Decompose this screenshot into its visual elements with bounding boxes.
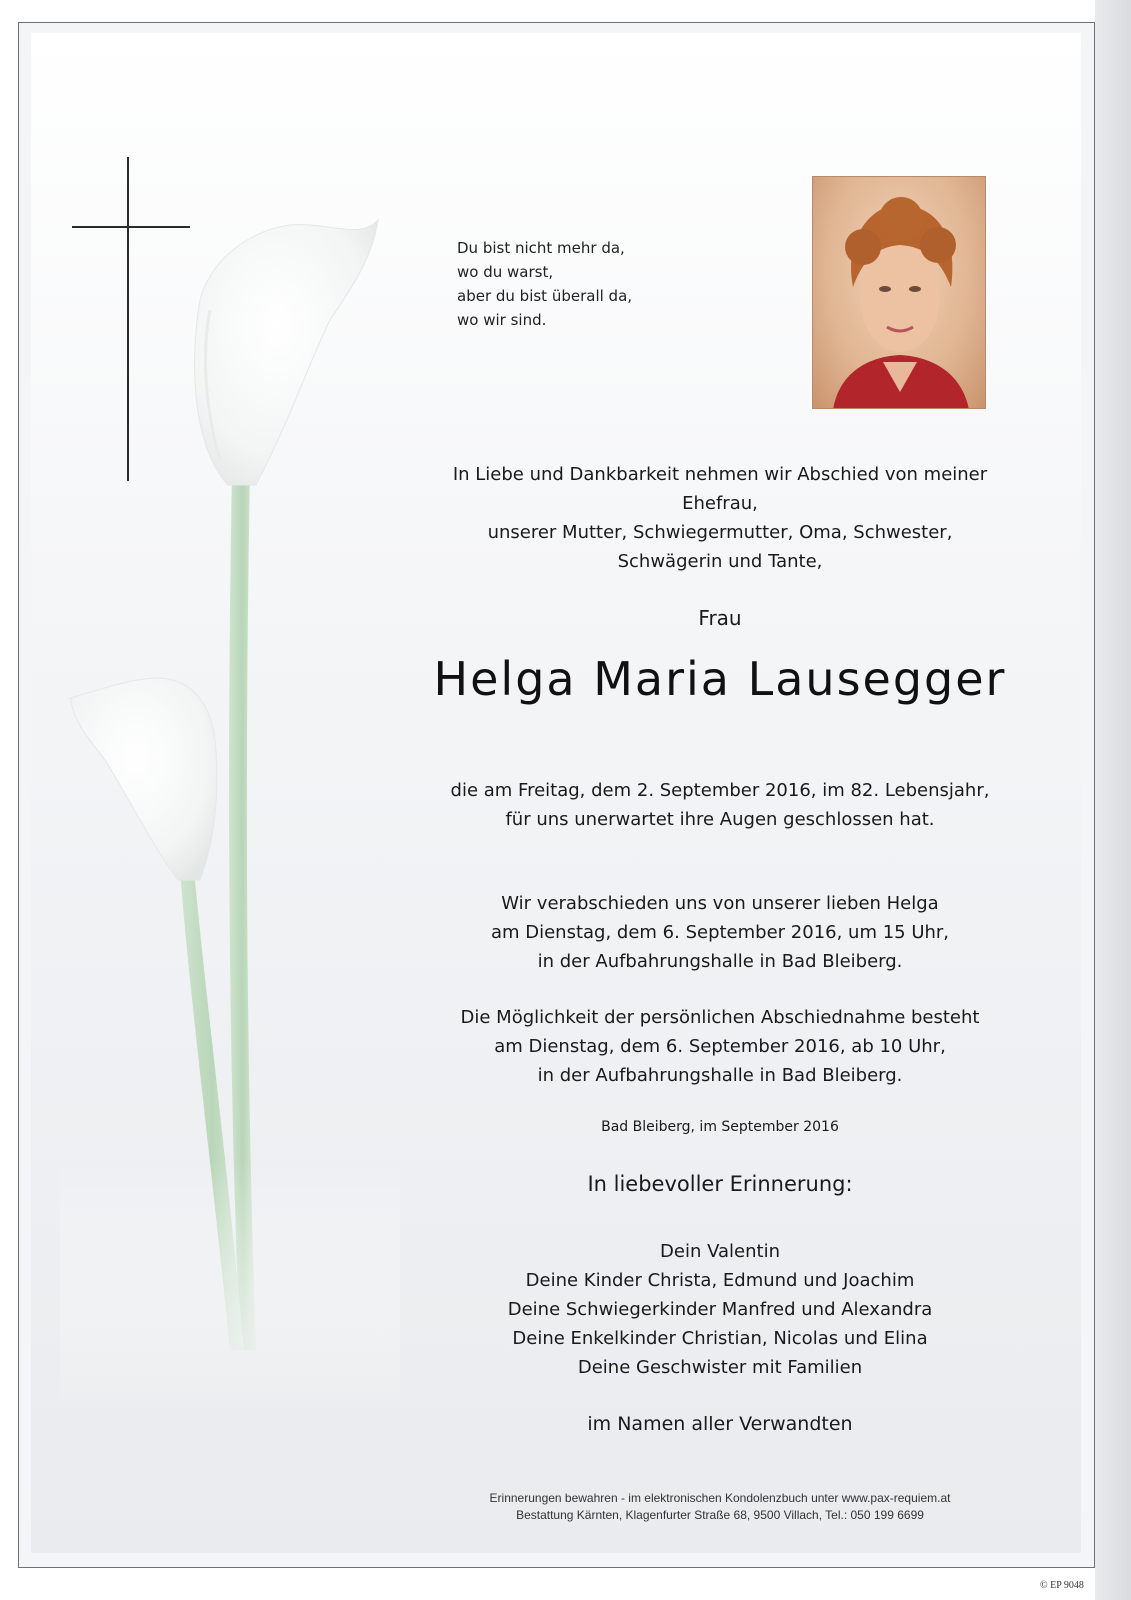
quote-line: wo wir sind. xyxy=(457,311,547,329)
print-code: © EP 9048 xyxy=(1040,1580,1084,1591)
footer-line: Erinnerungen bewahren - im elektronischen Kondolenzbuch unter www.pax-requiem.at xyxy=(489,1491,951,1505)
quote-line: aber du bist überall da, xyxy=(457,287,633,305)
death-line: die am Freitag, dem 2. September 2016, im 82. Lebensjahr, xyxy=(450,780,990,801)
calla-lily-illustration xyxy=(60,200,400,1400)
memorial-quote xyxy=(457,236,777,332)
intro-line: In Liebe und Dankbarkeit nehmen wir Abschied von meiner Ehefrau, xyxy=(452,464,988,514)
mourner-line: Deine Schwiegerkinder Manfred und Alexandra xyxy=(507,1299,933,1320)
viewing-line: in der Aufbahrungshalle in Bad Bleiberg. xyxy=(537,1065,903,1086)
mourner-line: Deine Enkelkinder Christian, Nicolas und Elina xyxy=(512,1328,928,1349)
farewell-line: am Dienstag, dem 6. September 2016, um 15 Uhr, xyxy=(490,922,950,943)
footer-line: Bestattung Kärnten, Klagenfurter Straße 68, 9500 Villach, Tel.: 050 199 6699 xyxy=(516,1508,924,1522)
viewing-line: am Dienstag, dem 6. September 2016, ab 10 Uhr, xyxy=(494,1036,946,1057)
mourner-line: Deine Geschwister mit Familien xyxy=(577,1357,863,1378)
death-line: für uns unerwartet ihre Augen geschlossen hat. xyxy=(505,809,935,830)
intro-line: Schwägerin und Tante, xyxy=(617,551,823,572)
quote-line: Du bist nicht mehr da, xyxy=(457,239,625,257)
farewell-line: Wir verabschieden uns von unserer lieben Helga xyxy=(501,893,939,914)
deceased-name: Helga Maria Lausegger xyxy=(433,652,1007,706)
cross-bar xyxy=(72,226,190,228)
relatives-line: im Namen aller Verwandten xyxy=(587,1413,853,1435)
death-notice xyxy=(420,776,1020,834)
portrait-photo xyxy=(812,176,986,409)
farewell-line: in der Aufbahrungshalle in Bad Bleiberg. xyxy=(537,951,903,972)
viewing-line: Die Möglichkeit der persönlichen Abschiednahme besteht xyxy=(460,1007,980,1028)
mourner-line: Deine Kinder Christa, Edmund und Joachim xyxy=(525,1270,915,1291)
deceased-title: Frau xyxy=(698,606,742,630)
place-date: Bad Bleiberg, im September 2016 xyxy=(601,1119,839,1135)
mourner-line: Dein Valentin xyxy=(660,1241,780,1262)
memory-heading: In liebevoller Erinnerung: xyxy=(587,1172,853,1196)
mourners-list xyxy=(420,1237,1020,1382)
cross-icon xyxy=(127,157,129,481)
quote-line: wo du warst, xyxy=(457,263,554,281)
footer xyxy=(420,1490,1020,1524)
intro-line: unserer Mutter, Schwiegermutter, Oma, Schwester, xyxy=(487,522,953,543)
intro-text xyxy=(420,460,1020,576)
scan-edge xyxy=(1095,0,1131,1600)
viewing-notice xyxy=(420,1003,1020,1090)
farewell-notice xyxy=(420,889,1020,976)
